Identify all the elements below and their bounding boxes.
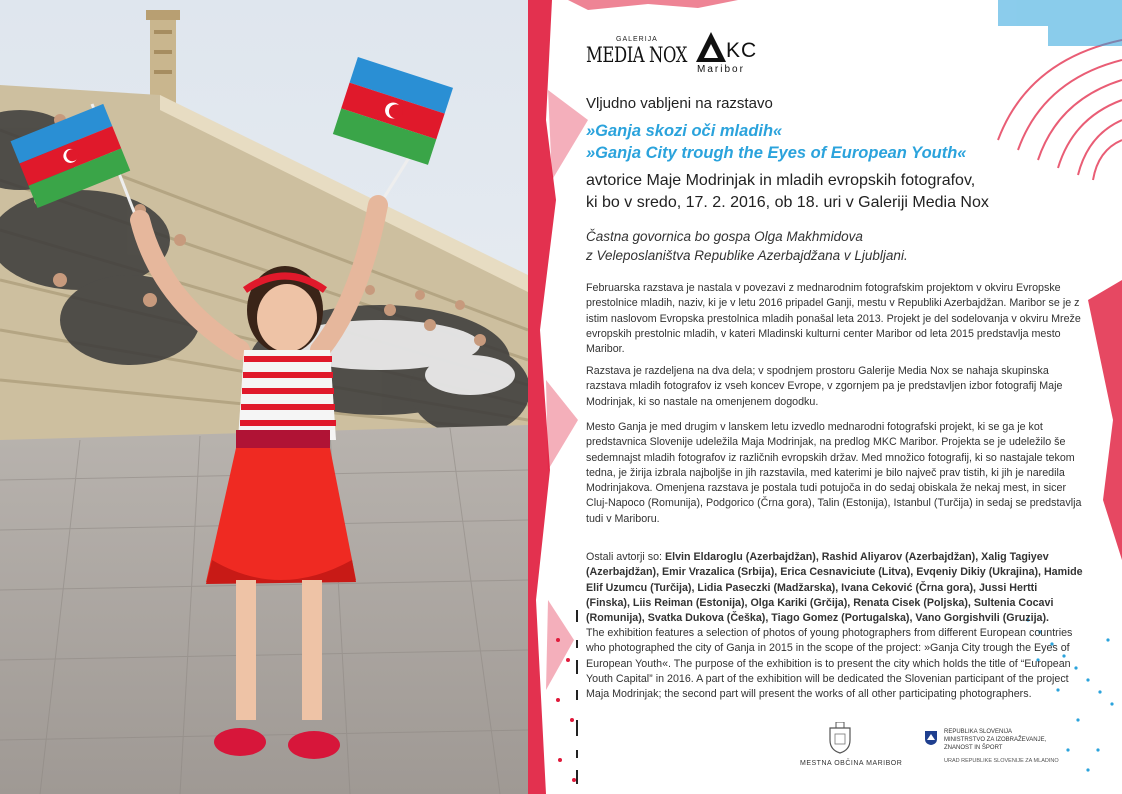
paragraph-english: The exhibition features a selection of photos of young photographers from different European countries who photographed the city of Ganja in 2015 in the scope of the project: »Ganja City trough the Eyes of European Youth«. The purpose of the exhibition is to present the city which holds the title of “European Youth Capital” in 2016. A part of the exhibition will be dedicated the Slovenian participant of the project Maja Modrinjak; the second part will present the works of all other participating photographers. bbox=[586, 627, 1073, 701]
sponsor-logos bbox=[798, 722, 1098, 782]
paragraph-1: Februarska razstava je nastala v povezavi z mednarodnim fotografskim projektom v okviru Evropske prestolnice mladih, naziv, ki je v letu 2016 pripadel Ganji, mestu v Republiki Azerbajdžan. Maribor se je z istim naslovom Evropska prestolnica mladih ponašal leta 2013. Projekt je del sodelovanja v okviru Mreže evropskih prestolnic mladih, v kateri Mladinski kulturni center Maribor od leta 2015 predstavlja mesto Maribor. bbox=[586, 282, 1081, 356]
authors-lead: Ostali avtorji so: bbox=[586, 551, 665, 563]
speaker-line-1: Častna govornica bo gospa Olga Makhmidova bbox=[586, 229, 863, 244]
author-info bbox=[586, 170, 1084, 214]
author-line-1: avtorice Maje Modrinjak in mladih evropskih fotografov, bbox=[586, 172, 976, 189]
ministry-line-2: MINISTRSTVO ZA IZOBRAŽEVANJE, bbox=[944, 737, 1047, 743]
mkc-text: KC bbox=[726, 39, 758, 62]
invite-line: Vljudno vabljeni na razstavo bbox=[586, 95, 773, 112]
paragraph-2: Razstava je razdeljena na dva dela; v spodnjem prostoru Galerije Media Nox se nahaja skupinska razstava mladih fotografov iz vseh koncev Evrope, v zgornjem pa je predstavljen izbor fotografij Maje Modrinjak, ki so nastale na omenjenem dogodku. bbox=[586, 365, 1063, 408]
ministry-line-1: REPUBLIKA SLOVENIJA bbox=[944, 729, 1013, 735]
mkc-city-text: Maribor bbox=[697, 64, 745, 75]
youth-office-text: URAD REPUBLIKE SLOVENIJE ZA MLADINO bbox=[944, 758, 1059, 764]
author-line-2: ki bo v sredo, 17. 2. 2016, ob 18. uri v Galeriji Media Nox bbox=[586, 194, 989, 211]
paragraph-authors bbox=[586, 550, 1084, 626]
speaker-line-2: z Veleposlaništva Republike Azerbajdžana v Ljubljani. bbox=[586, 248, 908, 263]
mkc-triangle-icon bbox=[696, 32, 726, 64]
exhibition-title-sl: »Ganja skozi oči mladih« bbox=[586, 122, 783, 140]
maribor-crest-icon bbox=[828, 722, 852, 754]
media-nox-small-text: GALERIJA bbox=[616, 36, 658, 43]
mkc-maribor-logo bbox=[696, 30, 766, 78]
authors-names: Elvin Eldaroglu (Azerbajdžan), Rashid Aliyarov (Azerbajdžan), Xalig Tagiyev (Azerbajdžan), Emir Vrazalica (Srbija), Erica Cesnaviciute (Litva), Evqeniy Dikiy (Ukrajina), Hamide Elif Uzumcu (Turčija), Lidia Paseczki (Madžarska), Ivana Ceković (Črna gora), Jussi Hertti (Finska), Liis Reiman (Estonija), Olga Kariki (Grčija), Renata Cisek (Poljska), Sultenia Cocavi (Romunija), Svatka Dukova (Češka), Tiago Gomez (Portugalska), Vano Gorgishvili (Gruzija). bbox=[586, 551, 1083, 625]
cover-photo bbox=[0, 0, 528, 794]
invitation-panel bbox=[528, 0, 1122, 794]
media-nox-big-text: MEDIA NOX bbox=[586, 43, 687, 67]
slovenia-coat-icon bbox=[924, 730, 938, 746]
maribor-text: MESTNA OBČINA MARIBOR bbox=[800, 760, 903, 767]
exhibition-title-en: »Ganja City trough the Eyes of European Youth« bbox=[586, 144, 967, 162]
honorary-speaker bbox=[586, 227, 1084, 265]
paragraph-3: Mesto Ganja je med drugim v lanskem letu izvedlo mednarodni fotografski projekt, ki se ga je kot predstavnica Slovenije udeležila Maja Modrinjak, na predlog MKC Maribor. Projekta se je udeležilo še sedemnajst mladih fotografov iz različnih evropskih držav. Med množico fotografij, ki so nastajale tekom tedna, je žirija izbrala najboljše in jih razstavila, med katerimi je bilo največ prav tistih, ki jih je naredila Modrinjakova. Omenjena razstava je postala tudi potujoča in do sedaj obiskala že nekaj mest, in sicer Cluj-Napoco (Romunija), Podgorico (Črna gora), Talin (Estonija), Istanbul (Turčija) in sedaj se predstavlja tudi v Mariboru. bbox=[586, 421, 1082, 525]
ministry-text bbox=[944, 728, 1046, 752]
ministry-line-3: ZNANOST IN ŠPORT bbox=[944, 745, 1003, 751]
